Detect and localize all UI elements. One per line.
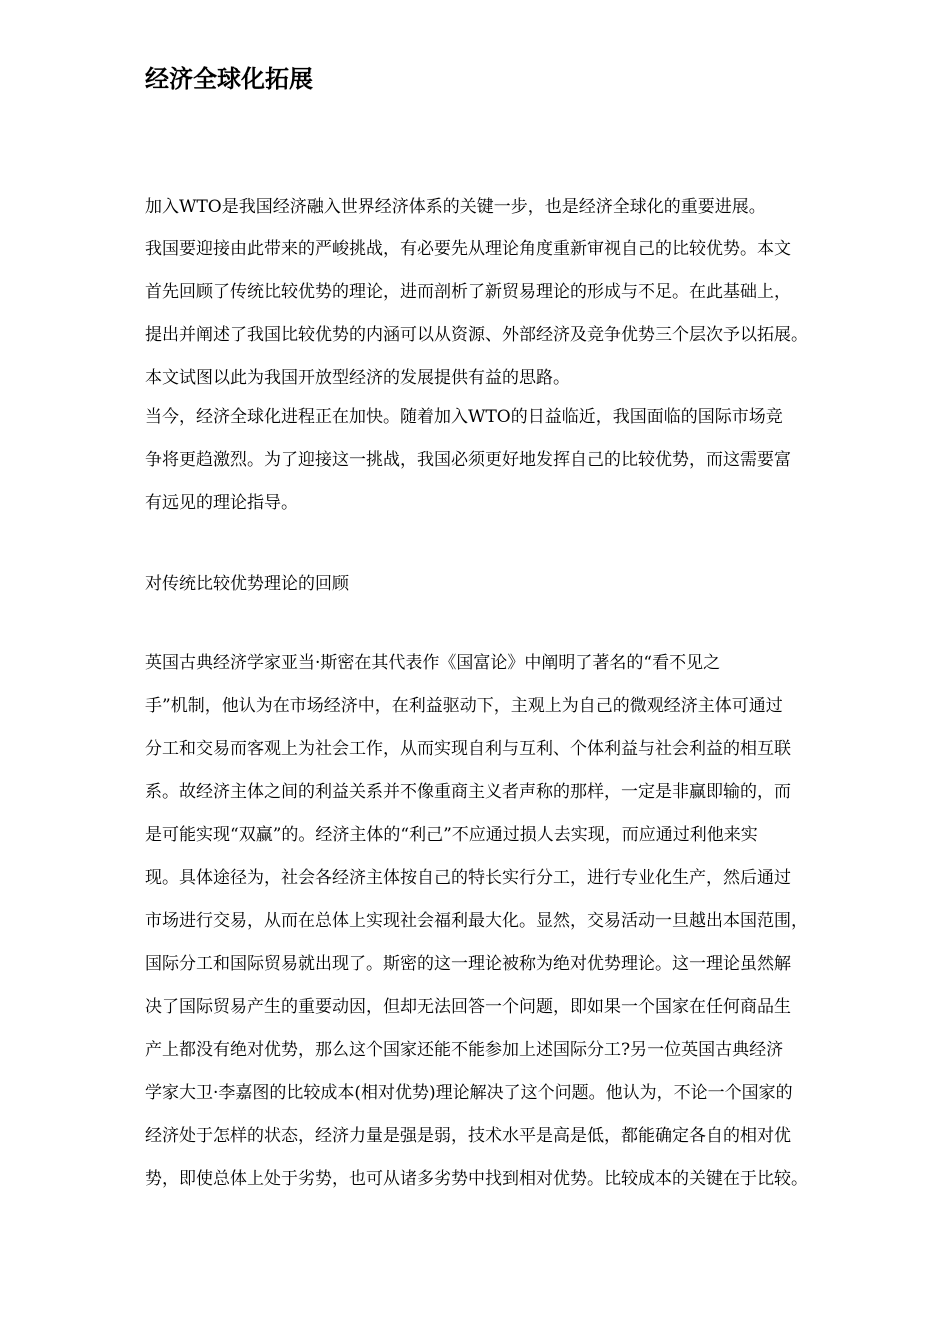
document-title: 经济全球化拓展 (145, 64, 313, 93)
body-line: 决了国际贸易产生的重要动因，但却无法回答一个问题，即如果一个国家在任何商品生 (145, 997, 791, 1017)
body-line: 手”机制，他认为在市场经济中，在利益驱动下，主观上为自己的微观经济主体可通过 (145, 696, 783, 716)
section-heading: 对传统比较优势理论的回顾 (145, 574, 349, 594)
body-line: 是可能实现“双赢”的。经济主体的“利己”不应通过损人去实现，而应通过利他来实 (145, 825, 758, 845)
abstract-line: 我国要迎接由此带来的严峻挑战，有必要先从理论角度重新审视自己的比较优势。本文 (145, 239, 791, 259)
body-line: 产上都没有绝对优势，那么这个国家还能不能参加上述国际分工?另一位英国古典经济 (145, 1040, 784, 1060)
body-line: 系。故经济主体之间的利益关系并不像重商主义者声称的那样，一定是非赢即输的，而 (145, 782, 791, 802)
abstract-line: 本文试图以此为我国开放型经济的发展提供有益的思路。 (145, 368, 570, 388)
abstract-line: 提出并阐述了我国比较优势的内涵可以从资源、外部经济及竞争优势三个层次予以拓展。 (145, 325, 808, 345)
abstract-line: 有远见的理论指导。 (145, 493, 298, 513)
body-line: 学家大卫·李嘉图的比较成本(相对优势)理论解决了这个问题。他认为，不论一个国家的 (145, 1083, 793, 1103)
body-line: 现。具体途径为，社会各经济主体按自己的特长实行分工，进行专业化生产，然后通过 (145, 868, 791, 888)
abstract-line: 首先回顾了传统比较优势的理论，进而剖析了新贸易理论的形成与不足。在此基础上， (145, 282, 791, 302)
body-line: 分工和交易而客观上为社会工作，从而实现自利与互利、个体利益与社会利益的相互联 (145, 739, 791, 759)
abstract-line: 加入WTO是我国经济融入世界经济体系的关键一步，也是经济全球化的重要进展。 (145, 197, 766, 217)
body-line: 市场进行交易，从而在总体上实现社会福利最大化。显然，交易活动一旦越出本国范围， (145, 911, 808, 931)
abstract-line: 当今，经济全球化进程正在加快。随着加入WTO的日益临近，我国面临的国际市场竞 (145, 407, 783, 427)
abstract-line: 争将更趋激烈。为了迎接这一挑战，我国必须更好地发挥自己的比较优势，而这需要富 (145, 450, 791, 470)
body-line: 英国古典经济学家亚当·斯密在其代表作《国富论》中阐明了著名的“看不见之 (145, 653, 721, 673)
body-line: 国际分工和国际贸易就出现了。斯密的这一理论被称为绝对优势理论。这一理论虽然解 (145, 954, 791, 974)
body-line: 经济处于怎样的状态，经济力量是强是弱，技术水平是高是低，都能确定各自的相对优 (145, 1126, 791, 1146)
body-line: 势，即使总体上处于劣势，也可从诸多劣势中找到相对优势。比较成本的关键在于比较。 (145, 1169, 808, 1189)
